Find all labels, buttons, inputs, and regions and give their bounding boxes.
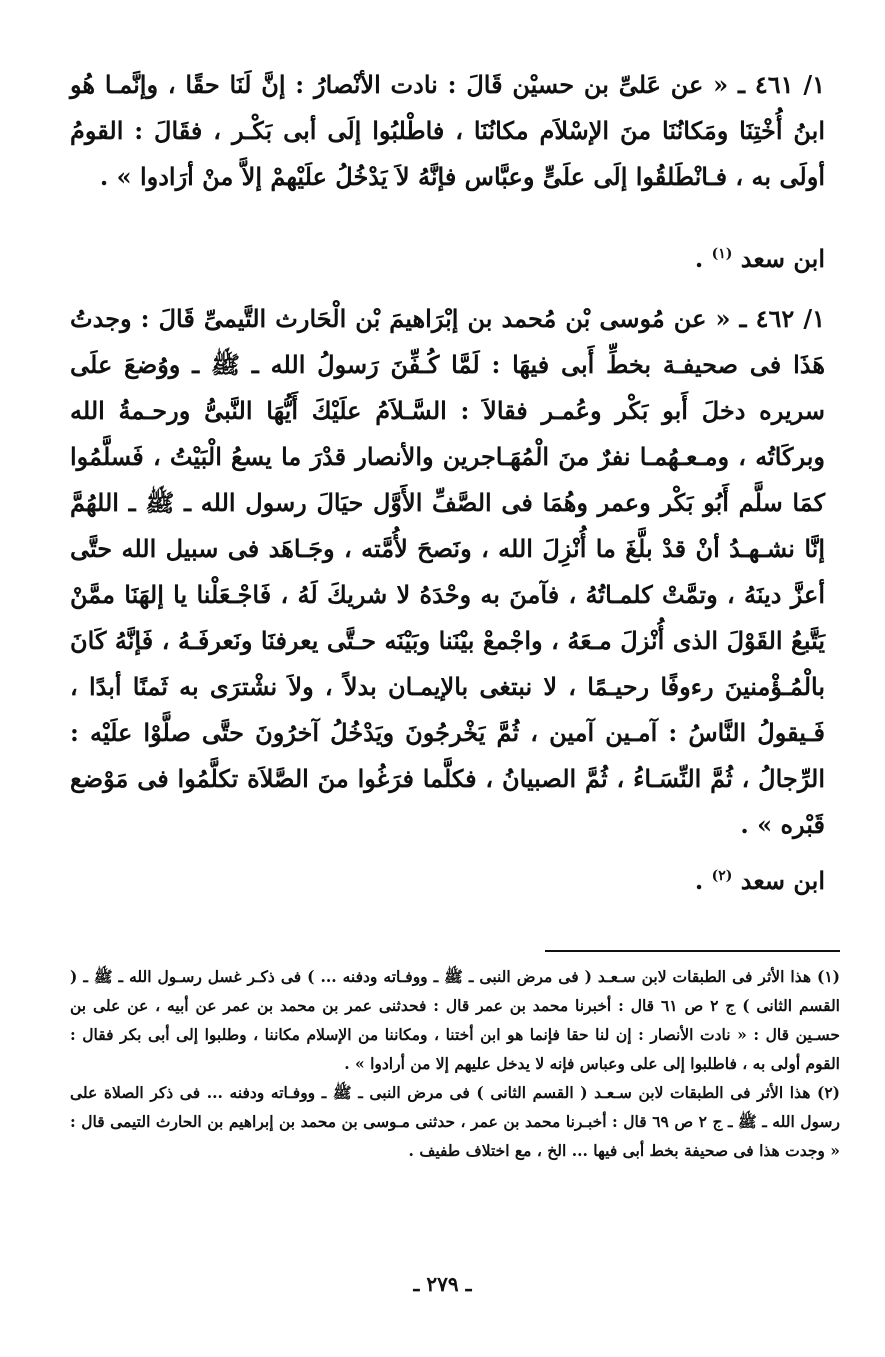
footnotes bbox=[70, 962, 840, 1165]
hadith-entry-462: ١/ ٤٦٢ ـ « عن مُوسى بْن مُحمد بن إبْرَاهيمَ بْن الْحَارث التَّيمىِّ قَالَ : وجدتُ هَذَا فى صحيفـة بخطِّ أَبى فيهَا : لَمَّا كُـفِّنَ رَسولُ الله ـ ﷺ ـ ووُضعَ علَى سريره دخلَ أَبو بَكْر وعُمـر فقالاَ : السَّـلاَمُ علَيْكَ أَيُّهَا النَّبىُّ ورحـمةُ الله وبركَاتُه ، ومـعـهُمـا نفرٌ منَ الْمُهَـاجرين والأنصار قدْرَ ما يسعُ الْبَيْتُ ، فَسلَّمُوا كمَا سلَّم أَبُو بَكْر وعمر وهُمَا فى الصَّفِّ الأَوَّل حيَالَ رسول الله ـ ﷺ ـ اللهُمَّ إنَّا نشـهـدُ أنْ قدْ بلَّغَ ما أُنْزِلَ الله ، ونَصحَ لأُمَّته ، وجَـاهَد فى سبيل الله حتَّى أعزَّ دينَهُ ، وتمَّتْ كلمـاتُهُ ، فآمنَ به وحْدَهُ لا شريكَ لَهُ ، فَاجْـعَلْنا يا إلهَنَا ممَّنْ يَتَّبعُ القَوْلَ الذى أُنْزلَ مـعَهُ ، واجْمعْ بيْنَنا وبَيْنَه حـتَّى يعرفنَا ونَعرفَـهُ ، فَإنَّهُ كَانَ بالْمُـؤْمنينَ رءوفًا رحيـمًا ، لا نبتغى بالإيمـان بدلاً ، ولاَ نشْترَى به ثَمنًا أبدًا ، فَـيقولُ النَّاسُ : آمـين آمين ، ثُمَّ يَخْرجُونَ ويَدْخُلُ آخرُونَ حتَّى صلَّوْا علَيْه : الرِّجالُ ، ثُمَّ النِّسَـاءُ ، ثُمَّ الصبيانُ ، فكلَّما فرَغُوا منَ الصَّلاَة تكلَّمُوا فى مَوْضع قَبْره » . bbox=[70, 304, 825, 839]
footnote-ref-2: (٢) bbox=[711, 868, 733, 884]
source-name: ابن سعد bbox=[740, 244, 825, 273]
source-citation-1 bbox=[70, 236, 825, 282]
footnote-divider bbox=[545, 950, 840, 952]
source-name: ابن سعد bbox=[740, 866, 825, 895]
footnote-ref-1: (١) bbox=[711, 246, 733, 262]
source-end-punct: . bbox=[694, 244, 712, 273]
hadith-entry-461: ١/ ٤٦١ ـ « عن عَلىِّ بن حسيْن قَالَ : نادت الأنْصارُ : إنَّ لَنَا حقًا ، وإنَّمـا هُو ابنُ أُخْتِنَا ومَكانُنَا منَ الإسْلاَم مكانُنَا ، فاطْلبُوا إلَى أبى بَكْـر ، فقَالَ : القومُ أولَى به ، فـانْطَلقُوا إلَى علَىٍّ وعبَّاس فإنَّهُ لاَ يَدْخُلُ علَيْهمْ إلاَّ منْ أرَادوا » . bbox=[70, 70, 826, 191]
footnote-2: (٢) هذا الأثر فى الطبقات لابن سـعـد ( القسم الثانى ) فى مرض النبى ـ ﷺ ـ ووفـاته ودفنه ... فى ذكر الصلاة على رسول الله ـ ﷺ ـ ج ٢ ص ٦٩ قال : أخبـرنا محمد بن عمر ، حدثنى مـوسى بن محمد بن إبراهيم بن الحارث التيمى قال : « وجدت هذا فى صحيفة بخط أبى فيها ... الخ ، مع اختلاف طفيف . bbox=[70, 1083, 840, 1160]
source-citation-2 bbox=[70, 858, 825, 904]
page-number: ـ ٢٧٩ ـ bbox=[413, 1272, 472, 1296]
footnote-1: (١) هذا الأثر فى الطبقات لابن سـعـد ( فى مرض النبى ـ ﷺ ـ ووفـاته ودفنه ... ) فى ذكـر غسل رسـول الله ـ ﷺ ـ ( القسم الثانى ) ج ٢ ص ٦١ قال : أخبرنا محمد بن عمر قال : فحدثنى عمر بن محمد بن عمر عن أبيه ، عن على بن حسـين قال : « نادت الأنصار : إن لنا حقا فإنما هو ابن أختنا ، ومكاننا من الإسلام مكاننا ، وطلبوا إلى أبى بكر فقال : القوم أولى به ، فاطلبوا إلى على وعباس فإنه لا يدخل عليهم إلا من أرادوا » . bbox=[70, 967, 840, 1073]
source-end-punct: . bbox=[694, 866, 712, 895]
